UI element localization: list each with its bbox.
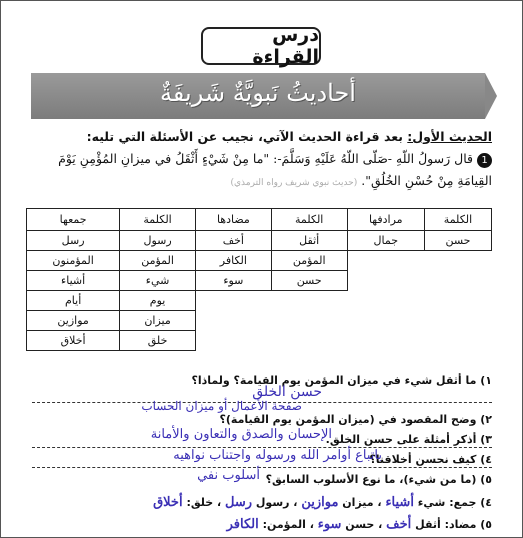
table-header: الكلمة [271, 209, 347, 231]
table-cell: جمال [347, 231, 424, 251]
section-label: الحديث الأول: [407, 129, 492, 144]
hadith-reference: (حديث نبوي شريف رواه الترمذي) [230, 178, 358, 188]
hadith-text [42, 148, 492, 194]
question-plural-label-2: ، ميزان [342, 496, 382, 509]
question-plural-label-4: ، خلق: [186, 496, 222, 509]
table-cell: المؤمن [271, 251, 347, 271]
table-cell-empty [425, 331, 492, 351]
table-header: مرادفها [347, 209, 424, 231]
table-cell: أشياء [27, 271, 120, 291]
table-cell: رسول [120, 231, 196, 251]
table-cell: حسن [425, 231, 492, 251]
table-header: الكلمة [425, 209, 492, 231]
table-header: الكلمة [120, 209, 196, 231]
table-cell-empty [347, 251, 424, 271]
question-2: ٢) وضح المقصود في (ميزان المؤمن يوم القيامة)؟ [219, 413, 492, 426]
table-row [27, 331, 492, 351]
table-cell: يوم [120, 291, 196, 311]
answer-1: حسن الخلق [252, 384, 322, 400]
answer-plural-4: أخلاق [153, 495, 183, 510]
table-cell: الكافر [195, 251, 271, 271]
question-antonym [227, 517, 492, 532]
table-cell-empty [195, 331, 271, 351]
answer-plural-3: رسل [225, 495, 253, 510]
table-cell-empty [425, 291, 492, 311]
question-1: ١) ما أثقل شيء في ميزان المؤمن يوم القيامة؟ ولماذا؟ [191, 374, 492, 387]
table-cell-empty [347, 271, 424, 291]
lesson-title: درس القراءة [252, 24, 319, 68]
table-cell: سوء [195, 271, 271, 291]
table-cell: المؤمنون [27, 251, 120, 271]
table-row [27, 311, 492, 331]
question-5: ٥) (ما من شيء)، ما نوع الأسلوب السابق؟ [265, 473, 492, 486]
table-header: جمعها [27, 209, 120, 231]
table-cell: خلق [120, 331, 196, 351]
table-cell-empty [271, 331, 347, 351]
answer-line [32, 467, 492, 468]
section-heading [87, 129, 492, 144]
table-cell-empty [425, 311, 492, 331]
table-cell: أخلاق [27, 331, 120, 351]
table-row [27, 271, 492, 291]
questions-section [32, 369, 492, 537]
table-row [27, 291, 492, 311]
answer-2: صفحة الأعمال أو ميزان الحساب [141, 399, 302, 413]
answer-3: الإحسان والصدق والتعاون والأمانة [150, 427, 332, 442]
table-cell: حسن [271, 271, 347, 291]
question-antonym-label: ٥) مضاد: أثقل [415, 518, 492, 531]
table-cell-empty [347, 291, 424, 311]
hadith-body: قال رَسولُ اللّهِ -صَلّى اللّهُ عَلَيْهِ وَسَلَّمَ-: "ما مِنْ شَيْءٍ أَثْقَلُ في ميزانِ المُؤْمِنِ يَوْمَ القِيامَةِ مِنْ حُسْنِ الخُلُقِ". [58, 151, 492, 188]
table-row [27, 251, 492, 271]
question-antonym-label-3: ، المؤمن: [262, 518, 314, 531]
table-cell-empty [195, 311, 271, 331]
table-cell-empty [425, 251, 492, 271]
table-row [27, 231, 492, 251]
question-plural [153, 495, 492, 510]
answer-5: أسلوب نفي [197, 468, 260, 483]
table-cell-empty [271, 291, 347, 311]
question-plural-label: ٤) جمع: شيء [417, 496, 492, 509]
table-cell: موازين [27, 311, 120, 331]
answer-antonym-2: سوء [317, 517, 342, 532]
hadith-number-badge: 1 [477, 153, 492, 168]
table-cell: المؤمن [120, 251, 196, 271]
table-cell-empty [425, 271, 492, 291]
vocabulary-table [26, 208, 492, 351]
question-plural-label-3: ، رسول [255, 496, 298, 509]
question-3: ٣) أذكر أمثلة على حسن الخلق. [325, 433, 492, 446]
table-cell-empty [347, 331, 424, 351]
table-header-row [27, 209, 492, 231]
section-instruction: بعد قراءة الحديث الآتي، نجيب عن الأسئلة التي تليه: [86, 129, 408, 144]
table-cell: ميزان [120, 311, 196, 331]
answer-plural-1: أشياء [385, 495, 414, 510]
lesson-title-box [201, 24, 321, 68]
table-cell: أثقل [271, 231, 347, 251]
answer-plural-2: موازين [301, 495, 339, 510]
table-cell: رسل [27, 231, 120, 251]
question-4: ٤) كيف نحسن أخلاقنا؟ [369, 453, 492, 466]
table-cell: شيء [120, 271, 196, 291]
answer-4: باتباع أوامر الله ورسوله واجتناب نواهيه [173, 448, 382, 463]
table-cell-empty [195, 291, 271, 311]
banner-title: أحاديثُ نَبويَّةٌ شَريفَةٌ [160, 79, 356, 107]
answer-antonym-1: أخف [386, 517, 412, 532]
answer-antonym-3: الكافر [226, 517, 259, 532]
table-cell-empty [271, 311, 347, 331]
table-cell-empty [347, 311, 424, 331]
banner [31, 73, 485, 119]
table-cell: أيام [27, 291, 120, 311]
table-cell: أخف [195, 231, 271, 251]
table-header: مضادها [195, 209, 271, 231]
question-antonym-label-2: ، حسن [345, 518, 383, 531]
